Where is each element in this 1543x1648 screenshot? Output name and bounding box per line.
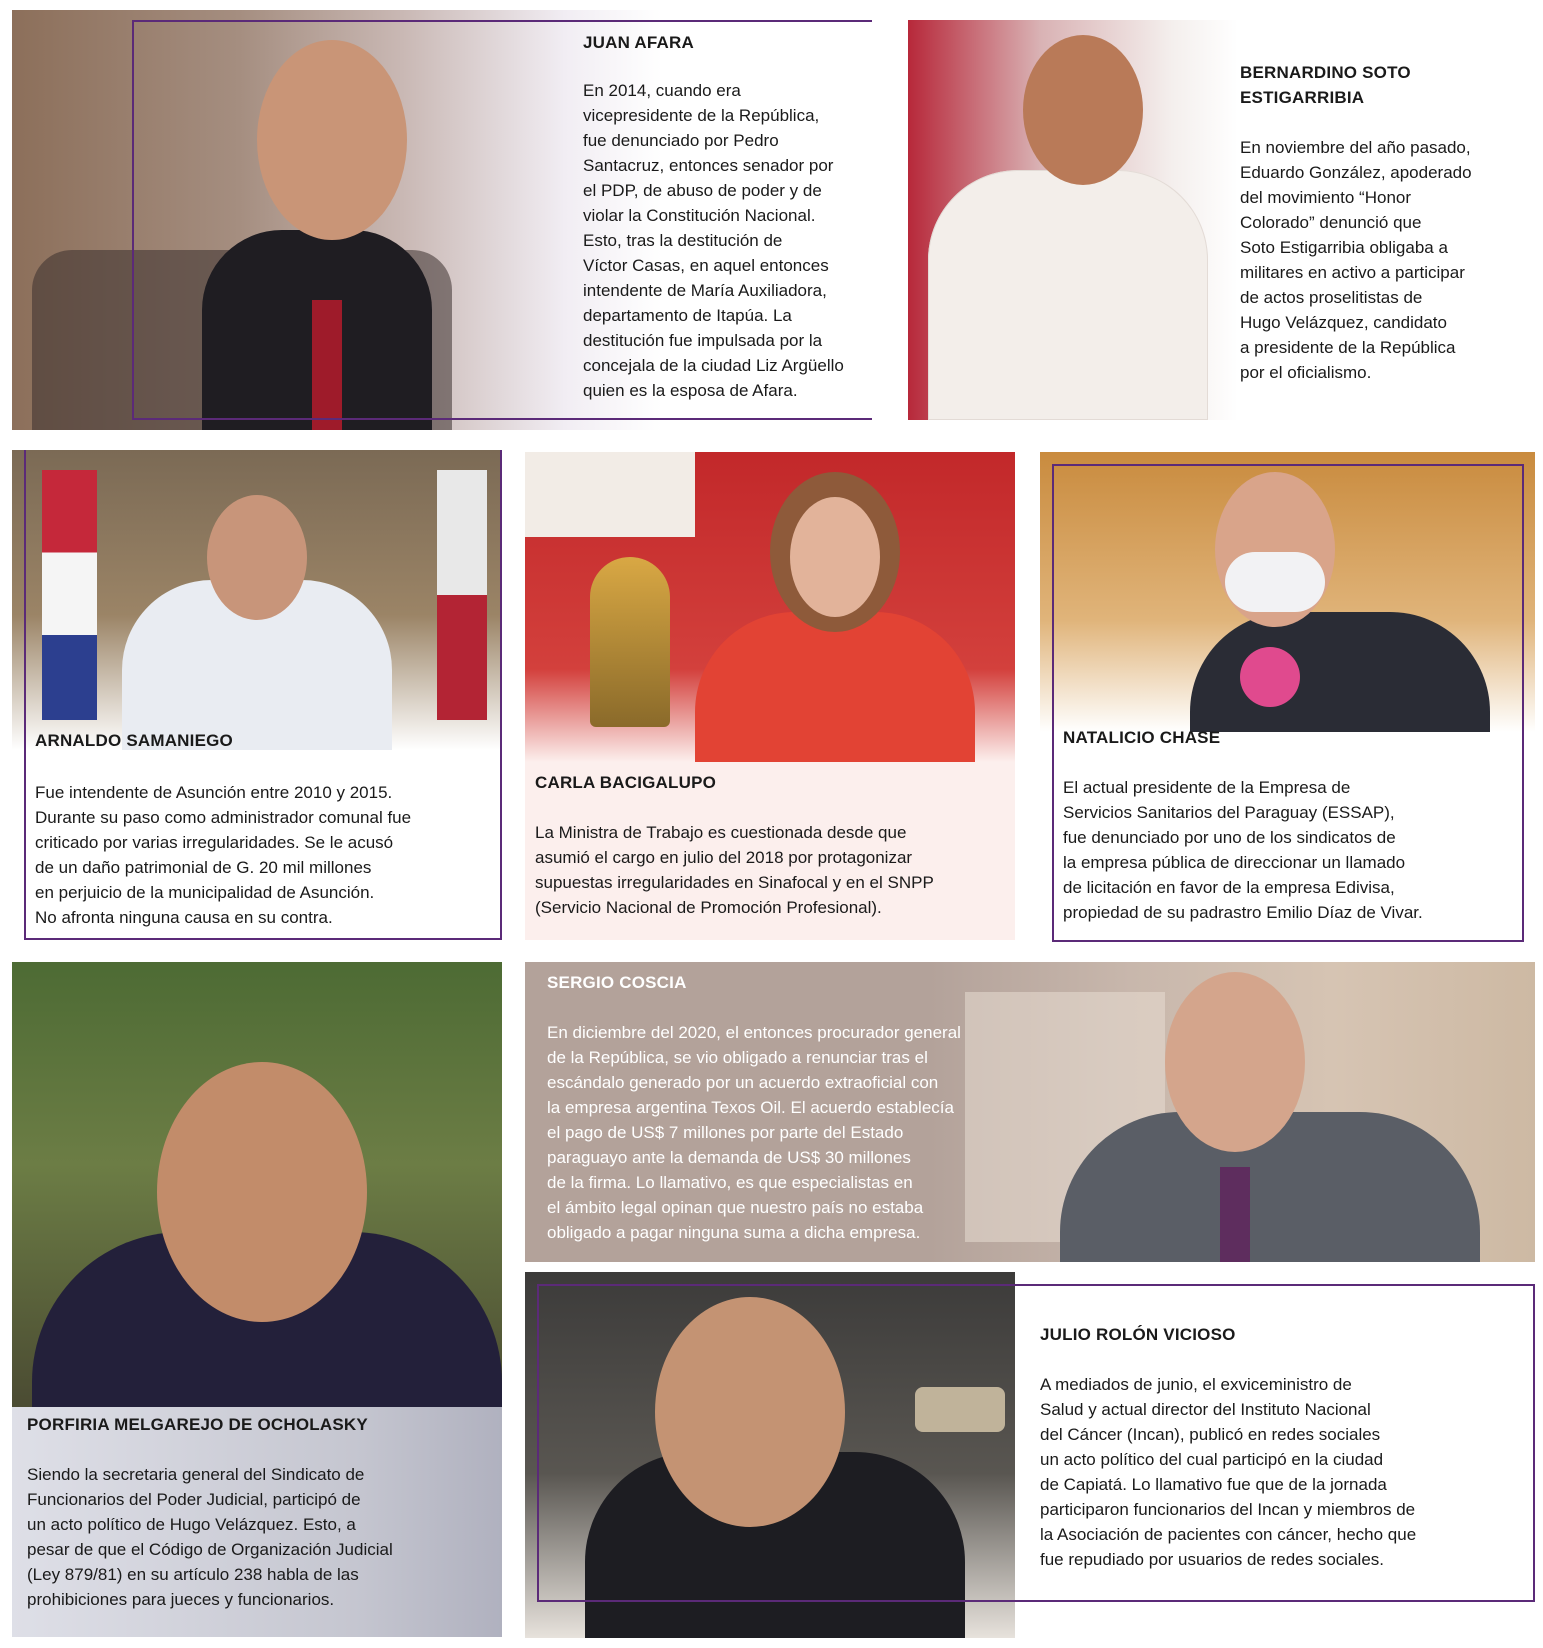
arnaldo-samaniego-name: ARNALDO SAMANIEGO [35, 731, 233, 750]
bernardino-soto-name: BERNARDINO SOTO ESTIGARRIBIA [1240, 63, 1411, 107]
porfiria-melgarejo-text: Siendo la secretaria general del Sindicato de Funcionarios del Poder Judicial, participó de un acto político de Hugo Velázquez. Esto, a pesar de que el Código de Organización Judicial (Ley 879/81) en su artículo 238 habla de las prohibiciones para jueces y funcionarios. [27, 1465, 393, 1609]
carla-bacigalupo-photo [525, 452, 1015, 762]
profile-porfiria-melgarejo [12, 962, 502, 1637]
carla-bacigalupo-text: La Ministra de Trabajo es cuestionada desde que asumió el cargo en julio del 2018 por protagonizar supuestas irregularidades en Sinafocal y en el SNPP (Servicio Nacional de Promoción Profesional). [535, 823, 934, 917]
natalicio-chase-text: El actual presidente de la Empresa de Servicios Sanitarios del Paraguay (ESSAP), fue denunciado por uno de los sindicatos de la empresa pública de direccionar un llamado de licitación en favor de la empresa Edivisa, propiedad de su padrastro Emilio Díaz de Vivar. [1063, 778, 1423, 922]
arnaldo-samaniego-text: Fue intendente de Asunción entre 2010 y 2015. Durante su paso como administrador comunal fue criticado por varias irregularidades. Se le acusó de un daño patrimonial de G. 20 mil millones en perjuicio de la municipalidad de Asunción. No afronta ninguna causa en su contra. [35, 783, 412, 927]
juan-afara-text: En 2014, cuando era vicepresidente de la República, fue denunciado por Pedro Santacruz, entonces senador por el PDP, de abuso de poder y de violar la Constitución Nacional. Esto, tras la destitución de Víctor Casas, en aquel entonces intendente de María Auxiliadora, departamento de Itapúa. La destitución fue impulsada por la concejala de la ciudad Liz Argüello quien es la esposa de Afara. [583, 81, 844, 400]
white-shirt [928, 170, 1208, 420]
profile-bernardino-soto [908, 20, 1518, 420]
profile-juan-afara [12, 10, 872, 430]
carla-bacigalupo-name: CARLA BACIGALUPO [535, 773, 717, 792]
bernardino-soto-text: En noviembre del año pasado, Eduardo González, apoderado del movimiento “Honor Colorado” denunció que Soto Estigarribia obligaba a militares en activo a participar de actos proselitistas de Hugo Velázquez, candidato a presidente de la República por el oficialismo. [1240, 138, 1472, 382]
sergio-coscia-face [1165, 972, 1305, 1152]
bernardino-soto-photo [908, 20, 1238, 420]
profile-sergio-coscia [525, 962, 1535, 1262]
sergio-coscia-name: SERGIO COSCIA [547, 973, 687, 992]
carla-bacigalupo-skin [790, 497, 880, 617]
bernardino-soto-face [1023, 35, 1143, 185]
sergio-coscia-text: En diciembre del 2020, el entonces procurador general de la República, se vio obligado a renunciar tras el escándalo generado por un acuerdo extraoficial con la empresa argentina Texos Oil. El acuerdo establecía el pago de US$ 7 millones por parte del Estado paraguayo ante la demanda de US$ 30 millones de la firma. Lo llamativo, es que especialistas en el ámbito legal opinan que nuestro país no estaba obligado a pagar ninguna suma a dicha empresa. [547, 1023, 961, 1242]
juan-afara-name: JUAN AFARA [583, 33, 694, 52]
julio-rolon-name: JULIO ROLÓN VICIOSO [1040, 1325, 1236, 1344]
profile-natalicio-chase [1040, 452, 1535, 942]
trophy [590, 557, 670, 727]
porfiria-melgarejo-name: PORFIRIA MELGAREJO DE OCHOLASKY [27, 1415, 368, 1434]
wall-frame [525, 452, 695, 537]
purple-tie [1220, 1167, 1250, 1262]
profile-carla-bacigalupo [525, 452, 1015, 940]
porfiria-melgarejo-face [157, 1062, 367, 1322]
porfiria-melgarejo-photo [12, 962, 502, 1412]
red-jacket [695, 612, 975, 762]
natalicio-chase-name: NATALICIO CHASE [1063, 728, 1221, 747]
profile-arnaldo-samaniego [12, 450, 502, 940]
julio-rolon-text: A mediados de junio, el exviceministro de Salud y actual director del Instituto Nacional del Cáncer (Incan), publicó en redes sociales un acto político del cual participó en la ciudad de Capiatá. Lo llamativo fue que de la jornada participaron funcionarios del Incan y miembros de la Asociación de pacientes con cáncer, hecho que fue repudiado por usuarios de redes sociales. [1040, 1375, 1417, 1569]
profile-julio-rolon [525, 1272, 1535, 1638]
